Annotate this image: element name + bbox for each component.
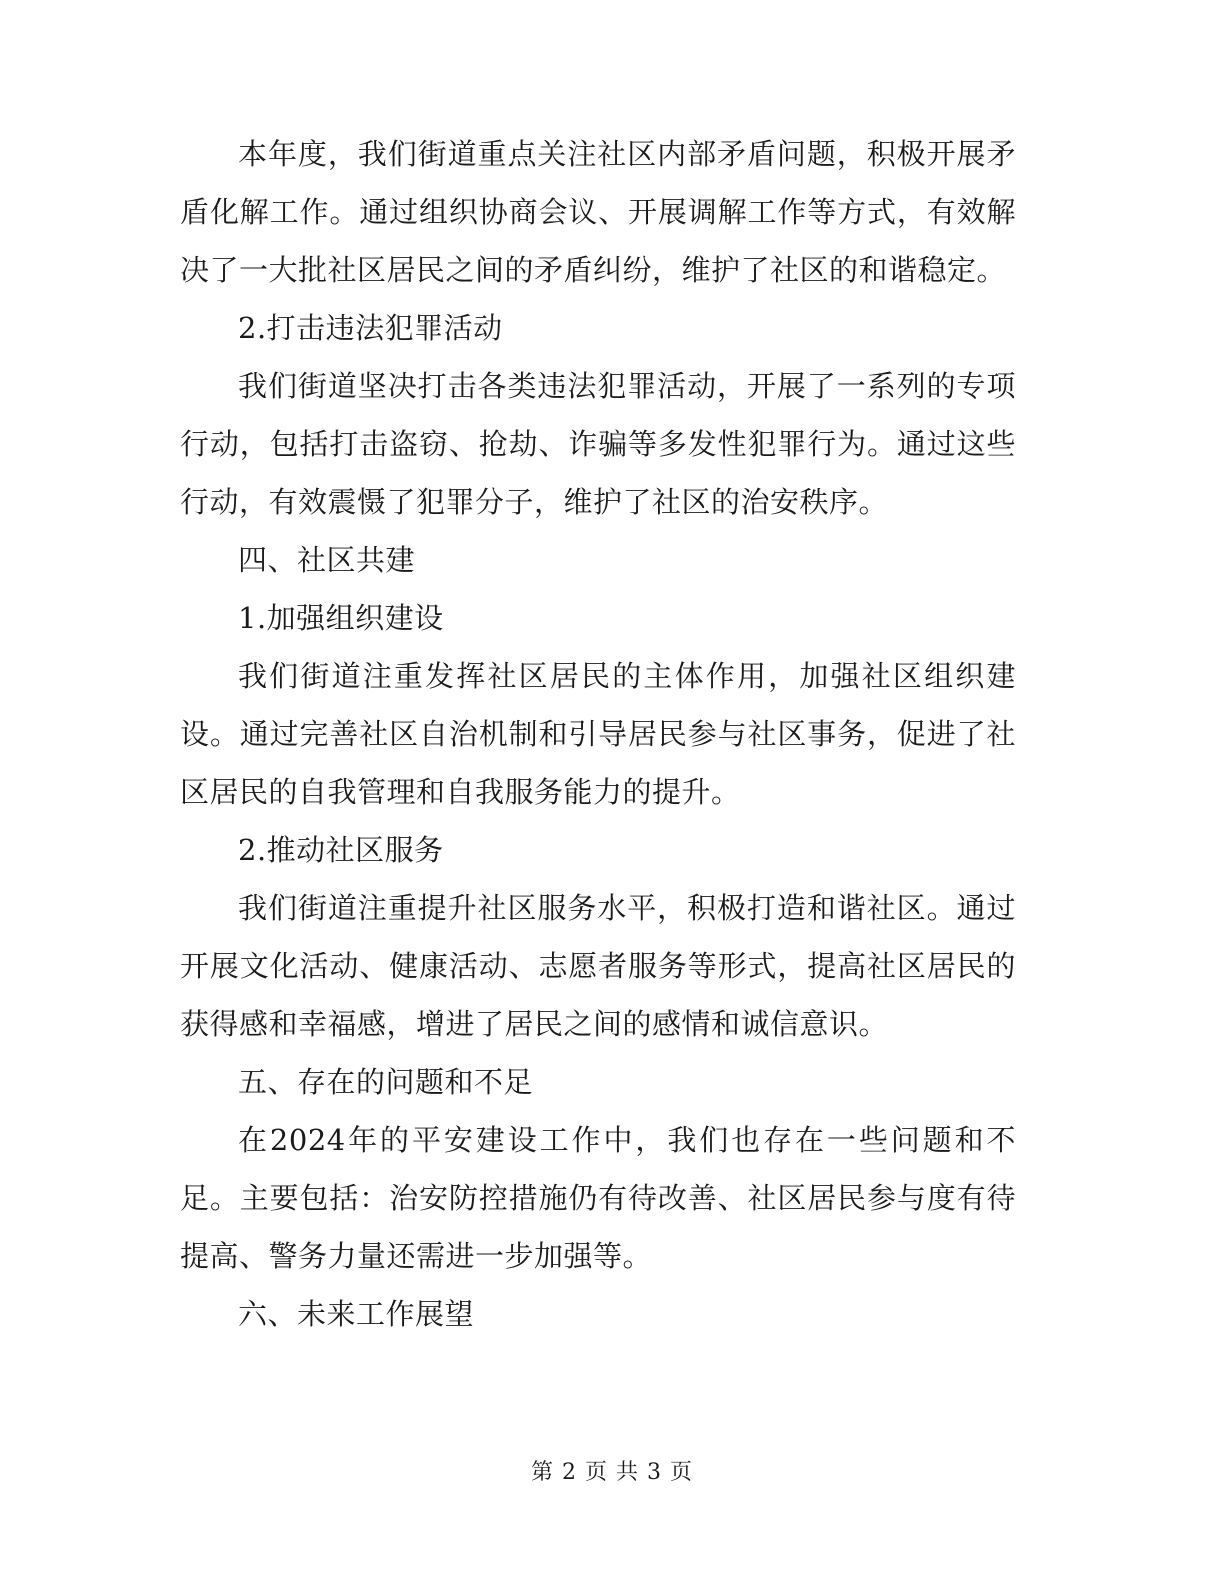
section-heading-problems: 五、存在的问题和不足 [238, 1065, 534, 1099]
paragraph-community-service: 我们街道注重提升社区服务水平，积极打造和谐社区。通过开展文化活动、健康活动、志愿者服务等形式，提高社区居民的获得感和幸福感，增进了居民之间的感情和诚信意识。 [180, 891, 1016, 1041]
paragraph-conflict-resolution: 本年度，我们街道重点关注社区内部矛盾问题，积极开展矛盾化解工作。通过组织协商会议、开展调解工作等方式，有效解决了一大批社区居民之间的矛盾纠纷，维护了社区的和谐稳定。 [180, 137, 1016, 287]
paragraph-crime-crackdown: 我们街道坚决打击各类违法犯罪活动，开展了一系列的专项行动，包括打击盗窃、抢劫、诈骗等多发性犯罪行为。通过这些行动，有效震慑了犯罪分子，维护了社区的治安秩序。 [180, 369, 1016, 519]
subheading-community-service: 2.推动社区服务 [238, 833, 444, 867]
paragraph-organization: 我们街道注重发挥社区居民的主体作用，加强社区组织建设。通过完善社区自治机制和引导居民参与社区事务，促进了社区居民的自我管理和自我服务能力的提升。 [180, 659, 1016, 809]
section-heading-community-building: 四、社区共建 [238, 543, 416, 577]
subheading-crime-crackdown: 2.打击违法犯罪活动 [238, 311, 503, 345]
page-number-footer: 第 2 页 共 3 页 [531, 1460, 693, 1485]
document-body [180, 125, 1016, 1343]
paragraph-problems: 在2024年的平安建设工作中，我们也存在一些问题和不足。主要包括：治安防控措施仍有待改善、社区居民参与度有待提高、警务力量还需进一步加强等。 [180, 1123, 1016, 1273]
section-heading-outlook: 六、未来工作展望 [238, 1297, 475, 1331]
subheading-organization: 1.加强组织建设 [238, 601, 444, 635]
